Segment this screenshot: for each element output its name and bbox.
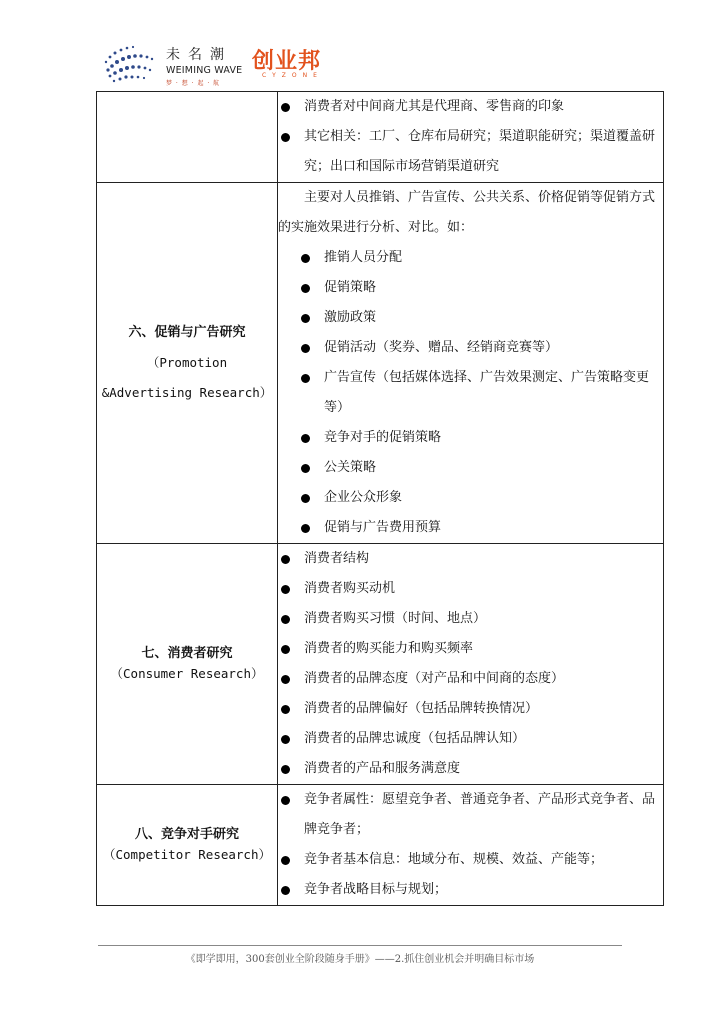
cyzone-logo-sub: CYZONE bbox=[262, 72, 323, 79]
item-text: 竞争者战略目标与规划； bbox=[304, 882, 448, 897]
item-text: 促销策略 bbox=[324, 280, 377, 295]
category-subtitle-en: （Consumer Research） bbox=[110, 666, 264, 681]
category-subtitle-en: （Promotion bbox=[146, 355, 228, 370]
bullet-icon bbox=[301, 464, 310, 473]
item-text: 其它相关：工厂、仓库布局研究；渠道职能研究；渠道覆盖研究；出口和国际市场营销渠道研究 bbox=[304, 129, 656, 174]
category-subtitle-en: （Competitor Research） bbox=[103, 847, 271, 862]
list-item bbox=[278, 122, 663, 182]
bullet-icon bbox=[301, 494, 310, 503]
brand-tagline: 梦 · 想 · 起 · 航 bbox=[166, 80, 221, 87]
bullet-list bbox=[278, 785, 663, 905]
category-cell bbox=[97, 92, 278, 183]
item-text: 企业公众形象 bbox=[324, 490, 403, 505]
item-text: 消费者的品牌忠诚度（包括品牌认知） bbox=[304, 731, 526, 746]
brand-name-en: WEIMING WAVE bbox=[166, 65, 243, 76]
content-cell bbox=[278, 183, 664, 544]
category-title: 七、消费者研究 bbox=[141, 646, 233, 661]
content-cell bbox=[278, 92, 664, 183]
item-text: 公关策略 bbox=[324, 460, 377, 475]
bullet-icon bbox=[301, 314, 310, 323]
content-cell bbox=[278, 785, 664, 906]
bullet-icon bbox=[281, 585, 290, 594]
category-title: 八、竞争对手研究 bbox=[134, 827, 239, 842]
bullet-icon bbox=[281, 856, 290, 865]
item-text: 促销活动（奖券、赠品、经销商竞赛等） bbox=[324, 340, 559, 355]
bullet-icon bbox=[301, 374, 310, 383]
item-text: 消费者的品牌态度（对产品和中间商的态度） bbox=[304, 671, 565, 686]
bullet-icon bbox=[281, 615, 290, 624]
item-text: 消费者购买习惯（时间、地点） bbox=[304, 611, 487, 626]
list-item bbox=[278, 92, 663, 122]
list-item bbox=[278, 303, 663, 333]
bullet-icon bbox=[281, 796, 290, 805]
item-text: 消费者对中间商尤其是代理商、零售商的印象 bbox=[304, 99, 565, 114]
list-item bbox=[278, 544, 663, 574]
list-item bbox=[278, 453, 663, 483]
item-text: 消费者结构 bbox=[304, 551, 370, 566]
bullet-list bbox=[278, 243, 663, 543]
bullet-icon bbox=[301, 344, 310, 353]
bullet-icon bbox=[281, 675, 290, 684]
item-text: 消费者的购买能力和购买频率 bbox=[304, 641, 474, 656]
page-footer: 《即学即用，300套创业全阶段随身手册》——2.抓住创业机会并明确目标市场 bbox=[185, 954, 535, 965]
page-header bbox=[98, 38, 338, 90]
category-cell bbox=[97, 785, 278, 906]
item-text: 促销与广告费用预算 bbox=[324, 520, 442, 535]
list-item bbox=[278, 363, 663, 423]
table-row bbox=[97, 544, 664, 785]
table-row bbox=[97, 183, 664, 544]
research-table bbox=[96, 91, 664, 906]
item-text: 广告宣传（包括媒体选择、广告效果测定、广告策略变更等） bbox=[324, 370, 650, 415]
bullet-icon bbox=[281, 133, 290, 142]
list-item bbox=[278, 243, 663, 273]
list-item bbox=[278, 785, 663, 845]
list-item bbox=[278, 875, 663, 905]
bullet-icon bbox=[301, 434, 310, 443]
weiming-wave-logo-icon bbox=[98, 40, 160, 86]
list-item bbox=[278, 724, 663, 754]
list-item bbox=[278, 694, 663, 724]
category-cell bbox=[97, 183, 278, 544]
bullet-icon bbox=[281, 886, 290, 895]
table-row bbox=[97, 785, 664, 906]
list-item bbox=[278, 604, 663, 634]
list-item bbox=[278, 754, 663, 784]
item-text: 竞争者基本信息：地域分布、规模、效益、产能等； bbox=[304, 852, 604, 867]
list-item bbox=[278, 574, 663, 604]
list-item bbox=[278, 513, 663, 543]
item-text: 消费者购买动机 bbox=[304, 581, 396, 596]
list-item bbox=[278, 423, 663, 453]
bullet-icon bbox=[281, 645, 290, 654]
bullet-icon bbox=[281, 555, 290, 564]
cyzone-logo: 创业邦 bbox=[252, 49, 322, 74]
item-text: 竞争对手的促销策略 bbox=[324, 430, 442, 445]
item-text: 消费者的品牌偏好（包括品牌转换情况） bbox=[304, 701, 539, 716]
list-item bbox=[278, 483, 663, 513]
section-intro: 主要对人员推销、广告宣传、公共关系、价格促销等促销方式的实施效果进行分析、对比。如： bbox=[278, 190, 656, 235]
item-text: 消费者的产品和服务满意度 bbox=[304, 761, 461, 776]
list-item bbox=[278, 664, 663, 694]
footer-divider bbox=[98, 945, 622, 946]
bullet-icon bbox=[281, 705, 290, 714]
category-title: 六、促销与广告研究 bbox=[128, 325, 246, 340]
category-cell bbox=[97, 544, 278, 785]
brand-name-cn: 未名潮 bbox=[166, 47, 232, 63]
bullet-list bbox=[278, 92, 663, 182]
list-item bbox=[278, 273, 663, 303]
bullet-icon bbox=[281, 735, 290, 744]
list-item bbox=[278, 634, 663, 664]
list-item bbox=[278, 333, 663, 363]
table-row bbox=[97, 92, 664, 183]
item-text: 激励政策 bbox=[324, 310, 377, 325]
item-text: 推销人员分配 bbox=[324, 250, 403, 265]
category-subtitle-en: &Advertising Research） bbox=[101, 385, 273, 400]
item-text: 竞争者属性：愿望竞争者、普通竞争者、产品形式竞争者、品牌竞争者； bbox=[304, 792, 656, 837]
bullet-icon bbox=[281, 765, 290, 774]
bullet-icon bbox=[301, 254, 310, 263]
bullet-icon bbox=[301, 284, 310, 293]
list-item bbox=[278, 845, 663, 875]
bullet-icon bbox=[281, 103, 290, 112]
bullet-list bbox=[278, 544, 663, 784]
content-cell bbox=[278, 544, 664, 785]
bullet-icon bbox=[301, 524, 310, 533]
